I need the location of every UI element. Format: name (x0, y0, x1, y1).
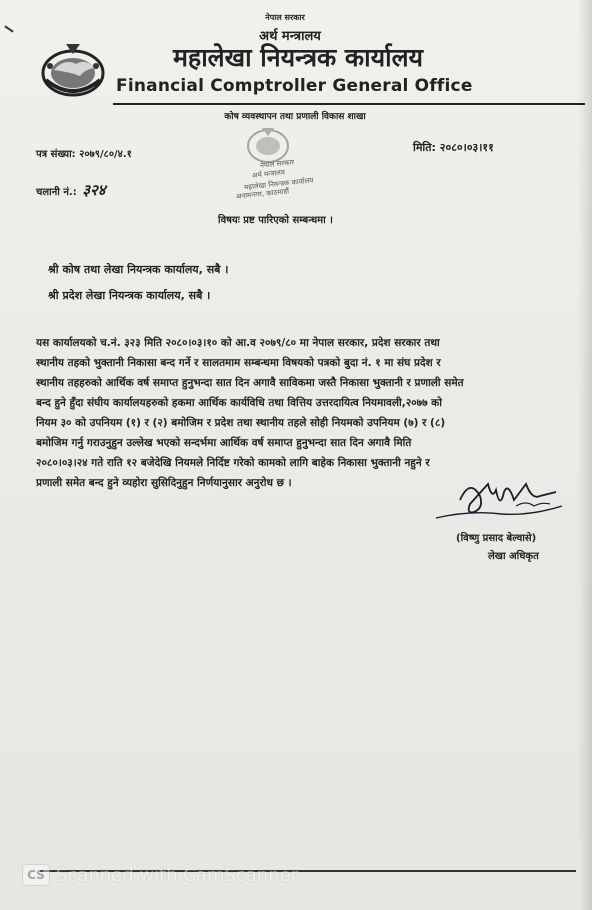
recipient-line: श्री प्रदेश लेखा नियन्त्रक कार्यालय, सबै । (48, 289, 211, 302)
government-line: नेपाल सरकार (265, 13, 305, 22)
handwritten-signature (430, 470, 570, 530)
office-title-nepali: महालेखा नियन्त्रक कार्यालय (172, 43, 424, 72)
letter-date: मिति: २०८०।०३।११ (413, 141, 494, 154)
body-line: प्रणाली समेत बन्द हुने व्यहोरा सुसिदिनुहुन निर्णयानुसार अनुरोध छ । (36, 477, 292, 489)
body-line: यस कार्यालयको च.नं. ३२३ मिति २०८०।०३।१० को आ.व २०७९/८० मा नेपाल सरकार, प्रदेश सरकार तथा (36, 337, 440, 349)
body-line: २०८०।०३।२४ गते राति १२ बजेदेखि नियमले निर्दिष्ट गरेको कामको लागि बाहेक निकासा भुक्तानी नहुने र (36, 457, 430, 469)
dispatch-value: ३२४ (82, 181, 106, 199)
stamp-line: नेपाल सरकार (259, 158, 295, 170)
camscanner-logo: CS (22, 864, 50, 886)
nepal-emblem-logo (40, 40, 106, 98)
scanner-watermark (22, 864, 298, 886)
signatory-title: लेखा अधिकृत (488, 551, 539, 562)
body-line: स्थानीय तहहरुको आर्थिक वर्ष समाप्त हुनुभन्दा सात दिन अगावै साविकमा जस्तै निकासा भुक्तानी र प्रणाली समेत (36, 377, 464, 389)
body-line: स्थानीय तहको भुक्तानी निकासा बन्द गर्ने र सालतमाम सम्बन्धमा विषयको पत्रको बुदा नं. १ मा संघ प्रदेश र (36, 357, 441, 369)
stamp-line: अनामनगर, काठमाडौं (235, 187, 290, 201)
signatory-name: (विष्णु प्रसाद बेल्वासे) (456, 533, 537, 544)
stamp-line: महालेखा नियन्त्रक कार्यालय (243, 176, 314, 192)
dispatch-label: चलानी नं.: (36, 187, 77, 198)
division-line: कोष व्यवस्थापन तथा प्रणाली विकास शाखा (224, 112, 366, 122)
body-line: नियम ३० को उपनियम (१) र (२) बमोजिम र प्रदेश तथा स्थानीय तहले सोही नियमको उपनियम (७) र (८) (36, 417, 446, 429)
body-line: बमोजिम गर्नु गराउनुहुन उल्लेख भएको सन्दर्भमा आर्थिक वर्ष समाप्त हुनुभन्दा सात दिन अगावै मिति (36, 437, 412, 449)
header-divider (113, 103, 585, 105)
dispatch-number (36, 180, 106, 200)
letter-number: पत्र संख्या: २०७९/८०/४.१ (36, 149, 132, 160)
letter-body (36, 333, 558, 493)
watermark-text: Scanned with CamScanner (56, 864, 299, 886)
office-title-english: Financial Comptroller General Office (116, 76, 473, 96)
subject-line: विषयः प्रष्ट पारिएको सम्बन्धमा । (218, 215, 333, 226)
recipient-line: श्री कोष तथा लेखा नियन्त्रक कार्यालय, सबै । (48, 263, 229, 276)
ministry-line: अर्थ मन्त्रालय (259, 29, 321, 44)
body-line: बन्द हुने हुँदा संघीय कार्यालयहरुको हकमा आर्थिक कार्यविधि तथा वित्तिय उत्तरदायित्व नियमावली,२०७७ को (36, 397, 442, 409)
page-edge-shadow (578, 0, 592, 910)
stamp-line: अर्थ मन्त्रालय (251, 168, 286, 180)
